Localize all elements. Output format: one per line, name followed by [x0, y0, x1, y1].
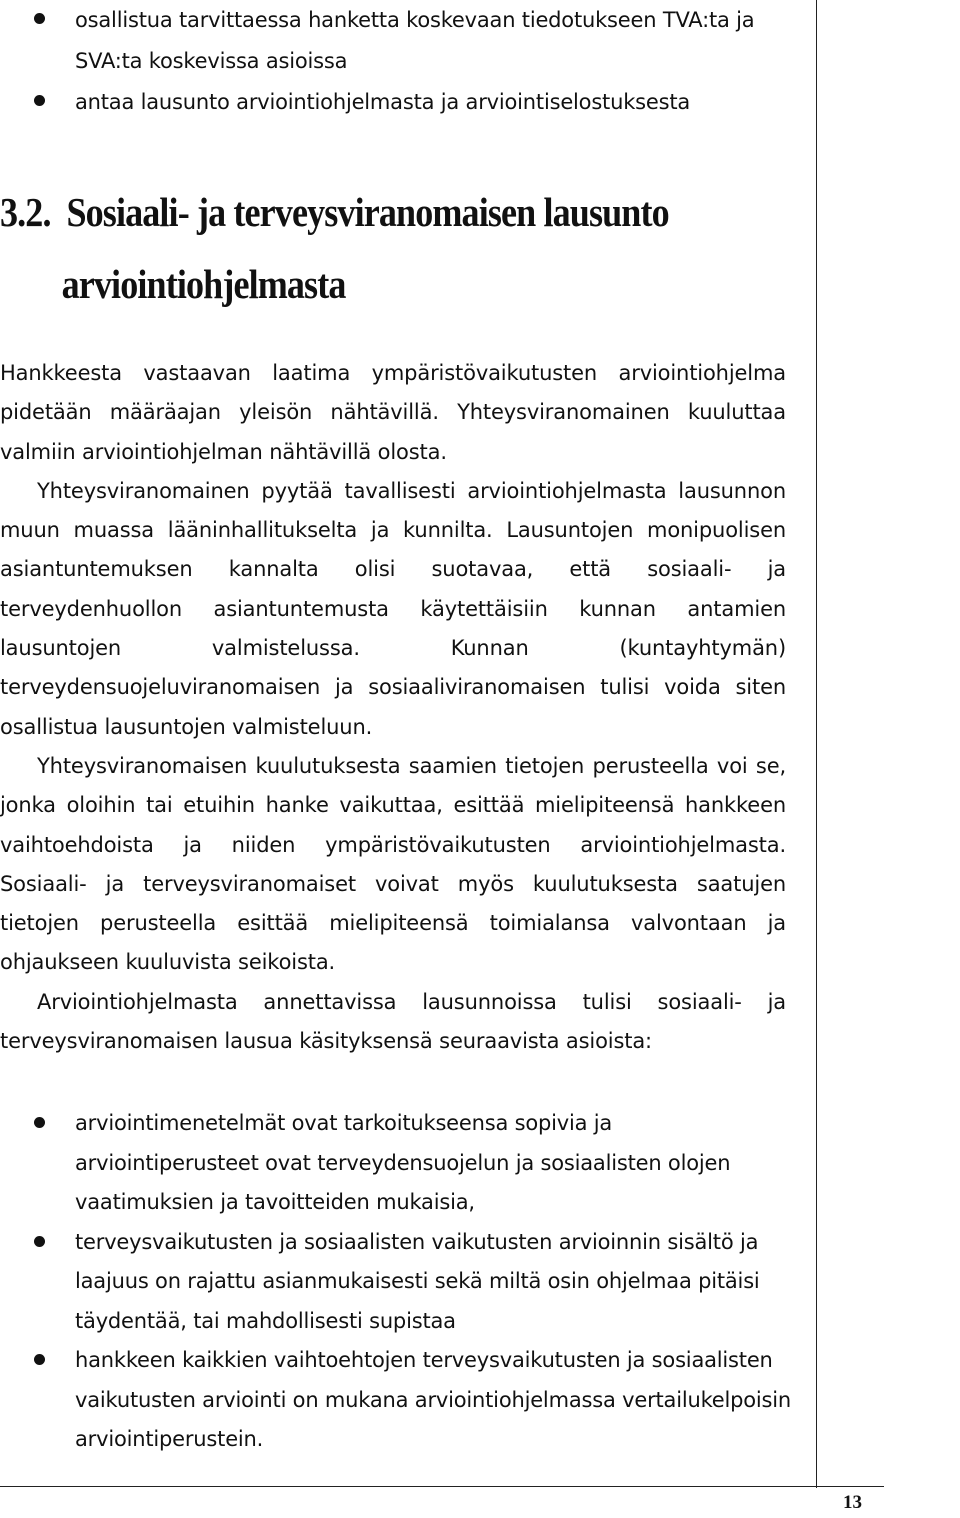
- bullet-icon: [34, 13, 45, 24]
- footer-rule: [0, 1486, 884, 1487]
- section-number: 3.2.: [0, 189, 51, 235]
- section-title-part-2: arviointiohjelmasta: [61, 261, 346, 307]
- margin-rule: [816, 0, 817, 1488]
- list-item: [0, 82, 800, 123]
- paragraph: Yhteysviranomainen pyytää tavallisesti arviointiohjelmasta lausunnon muun muassa lääninhallitukselta ja kunnilta. Lausuntojen monipuolisen asiantuntemuksen kannalta olisi suotavaa, että sosiaali- ja terveydenhuollon asiantuntemusta käytettäisiin kunnan antamien lausuntojen valmistelussa. Kunnan (kuntayhtymän) terveydensuojeluviranomaisen ja sosiaaliviranomaisen tulisi voida siten osallistua lausuntojen valmisteluun.: [0, 478, 786, 739]
- paragraph: Hankkeesta vastaavan laatima ympäristövaikutusten arviointiohjelma pidetään määräajan yleisön nähtävillä. Yhteysviranomainen kuuluttaa valmiin arviointiohjelman nähtävillä olosta.: [0, 361, 786, 464]
- page-number: 13: [843, 1492, 862, 1513]
- section-title-part-1: Sosiaali- ja terveysviranomaisen lausunto: [66, 189, 669, 235]
- list-item-text: terveysvaikutusten ja sosiaalisten vaikutusten arvioinnin sisältö ja laajuus on rajattu asianmukaisesti sekä miltä osin ohjelmaa pitäisi täydentää, tai mahdollisesti supistaa: [75, 1229, 760, 1333]
- body-text: [0, 354, 786, 1061]
- list-item-text: arviointimenetelmät ovat tarkoitukseensa sopivia ja arviointiperusteet ovat terveydensuojelun ja sosiaalisten olojen vaatimuksien ja tavoitteiden mukaisia,: [75, 1111, 731, 1214]
- list-item-text: osallistua tarvittaessa hanketta koskevaan tiedotukseen TVA:ta ja SVA:ta koskevissa asioissa: [75, 8, 755, 73]
- list-item-text: hankkeen kaikkien vaihtoehtojen terveysvaikutusten ja sosiaalisten vaikutusten arviointi on mukana arviointiohjelmassa vertailukelpoisin arviointiperustein.: [75, 1348, 792, 1451]
- bullet-icon: [34, 1354, 45, 1365]
- list-item: [0, 1104, 800, 1223]
- section-heading: [0, 176, 686, 320]
- bullet-icon: [34, 95, 45, 106]
- heading-line-1: [0, 176, 686, 248]
- list-item: [0, 1223, 800, 1342]
- bottom-bullet-list: [0, 1104, 800, 1460]
- bullet-icon: [34, 1117, 45, 1128]
- paragraph: Yhteysviranomaisen kuulutuksesta saamien tietojen perusteella voi se, jonka oloihin tai etuihin hanke vaikuttaa, esittää mielipiteensä hankkeen vaihtoehdoista ja niiden ympäristövaikutusten arviointiohjelmasta. Sosiaali- ja terveysviranomaiset voivat myös kuulutuksesta saatujen tietojen perusteella esittää mielipiteensä toimialansa valvontaan ja ohjaukseen kuuluvista seikoista.: [0, 753, 786, 975]
- paragraph: Arviointiohjelmasta annettavissa lausunnoissa tulisi sosiaali- ja terveysviranomaisen lausua käsityksensä seuraavista asioista:: [0, 989, 786, 1054]
- list-item-text: antaa lausunto arviointiohjelmasta ja arviointiselostuksesta: [75, 90, 691, 114]
- list-item: [0, 1341, 800, 1460]
- list-item: [0, 0, 800, 82]
- top-bullet-list: [0, 0, 800, 123]
- bullet-icon: [34, 1236, 45, 1247]
